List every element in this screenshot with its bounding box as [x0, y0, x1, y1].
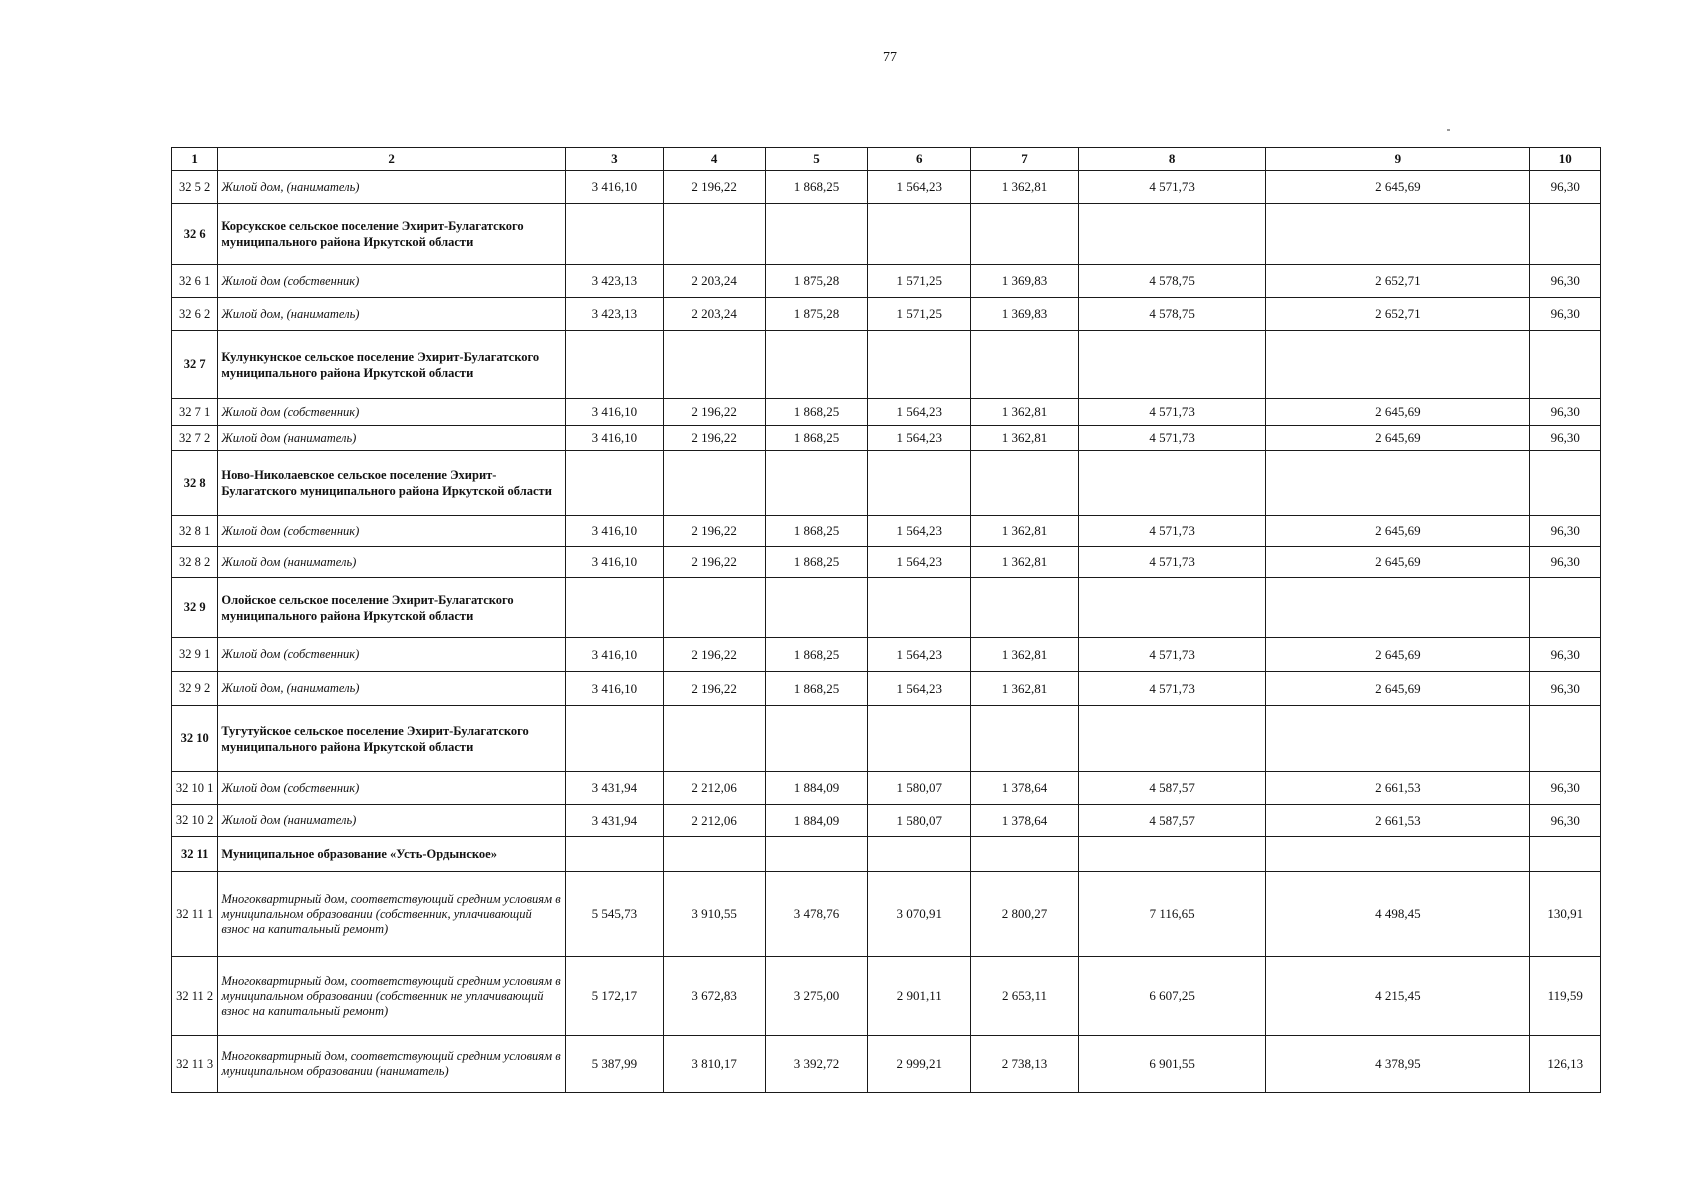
value-cell-col-6: 1 580,07	[868, 805, 971, 837]
row-code: 32 6 2	[172, 298, 218, 331]
section-code: 32 11	[172, 837, 218, 872]
value-cell-col-6: 1 571,25	[868, 298, 971, 331]
section-code: 32 7	[172, 331, 218, 399]
value-cell-col-4: 2 196,22	[663, 399, 765, 426]
column-header-5: 5	[765, 148, 868, 171]
section-code: 32 8	[172, 451, 218, 516]
column-header-3: 3	[566, 148, 664, 171]
value-cell-col-6: 1 564,23	[868, 638, 971, 672]
row-code: 32 10 1	[172, 772, 218, 805]
section-blank-cell	[663, 706, 765, 772]
value-cell-col-3: 3 416,10	[566, 171, 664, 204]
section-blank-cell	[765, 204, 868, 265]
housing-type: Жилой дом (собственник)	[218, 516, 566, 547]
value-cell-col-8: 4 571,73	[1078, 399, 1265, 426]
section-blank-cell	[971, 204, 1079, 265]
value-cell-col-5: 1 868,25	[765, 516, 868, 547]
value-cell-col-6: 1 580,07	[868, 772, 971, 805]
section-blank-cell	[1530, 837, 1601, 872]
value-cell-col-10: 96,30	[1530, 399, 1601, 426]
value-cell-col-5: 1 868,25	[765, 638, 868, 672]
value-cell-col-8: 7 116,65	[1078, 872, 1265, 957]
column-header-8: 8	[1078, 148, 1265, 171]
scan-speck	[1447, 129, 1450, 131]
value-cell-col-6: 1 564,23	[868, 516, 971, 547]
value-cell-col-10: 96,30	[1530, 772, 1601, 805]
value-cell-col-3: 3 416,10	[566, 638, 664, 672]
value-cell-col-3: 3 416,10	[566, 399, 664, 426]
section-blank-cell	[1266, 578, 1530, 638]
row-code: 32 10 2	[172, 805, 218, 837]
value-cell-col-8: 4 571,73	[1078, 426, 1265, 451]
section-blank-cell	[566, 451, 664, 516]
value-cell-col-8: 4 587,57	[1078, 805, 1265, 837]
section-blank-cell	[1530, 451, 1601, 516]
value-cell-col-3: 3 423,13	[566, 298, 664, 331]
value-cell-col-7: 2 800,27	[971, 872, 1079, 957]
column-header-10: 10	[1530, 148, 1601, 171]
value-cell-col-10: 96,30	[1530, 638, 1601, 672]
value-cell-col-6: 1 564,23	[868, 547, 971, 578]
column-number-row	[172, 148, 1601, 171]
value-cell-col-4: 2 203,24	[663, 265, 765, 298]
value-cell-col-10: 96,30	[1530, 805, 1601, 837]
section-blank-cell	[1530, 578, 1601, 638]
value-cell-col-4: 2 196,22	[663, 638, 765, 672]
section-blank-cell	[1266, 837, 1530, 872]
value-cell-col-4: 2 196,22	[663, 426, 765, 451]
section-blank-cell	[868, 204, 971, 265]
value-cell-col-9: 2 645,69	[1266, 516, 1530, 547]
value-cell-col-5: 1 868,25	[765, 672, 868, 706]
section-row	[172, 204, 1601, 265]
value-cell-col-9: 4 378,95	[1266, 1036, 1530, 1093]
value-cell-col-9: 2 645,69	[1266, 399, 1530, 426]
column-header-6: 6	[868, 148, 971, 171]
value-cell-col-9: 2 652,71	[1266, 298, 1530, 331]
section-blank-cell	[1078, 204, 1265, 265]
section-blank-cell	[1078, 706, 1265, 772]
value-cell-col-4: 2 196,22	[663, 171, 765, 204]
housing-type: Жилой дом, (наниматель)	[218, 171, 566, 204]
table-row	[172, 772, 1601, 805]
value-cell-col-6: 1 564,23	[868, 672, 971, 706]
table-body	[172, 171, 1601, 1093]
column-header-7: 7	[971, 148, 1079, 171]
section-title: Ново-Николаевское сельское поселение Эхирит-Булагатского муниципального района Иркутской области	[218, 451, 566, 516]
section-blank-cell	[765, 451, 868, 516]
value-cell-col-3: 5 387,99	[566, 1036, 664, 1093]
section-blank-cell	[1078, 578, 1265, 638]
value-cell-col-9: 2 645,69	[1266, 547, 1530, 578]
value-cell-col-4: 2 196,22	[663, 547, 765, 578]
value-cell-col-8: 4 571,73	[1078, 516, 1265, 547]
value-cell-col-10: 96,30	[1530, 265, 1601, 298]
section-title: Корсукское сельское поселение Эхирит-Булагатского муниципального района Иркутской области	[218, 204, 566, 265]
housing-type: Жилой дом (собственник)	[218, 772, 566, 805]
section-title: Кулункунское сельское поселение Эхирит-Булагатского муниципального района Иркутской области	[218, 331, 566, 399]
section-blank-cell	[868, 451, 971, 516]
value-cell-col-4: 3 672,83	[663, 957, 765, 1036]
section-blank-cell	[1266, 706, 1530, 772]
table-row	[172, 672, 1601, 706]
value-cell-col-5: 3 275,00	[765, 957, 868, 1036]
section-blank-cell	[566, 331, 664, 399]
value-cell-col-4: 2 212,06	[663, 805, 765, 837]
value-cell-col-5: 3 392,72	[765, 1036, 868, 1093]
section-blank-cell	[971, 706, 1079, 772]
value-cell-col-10: 96,30	[1530, 672, 1601, 706]
table-row	[172, 171, 1601, 204]
value-cell-col-9: 2 645,69	[1266, 171, 1530, 204]
section-blank-cell	[971, 578, 1079, 638]
section-blank-cell	[765, 331, 868, 399]
section-blank-cell	[566, 837, 664, 872]
value-cell-col-8: 4 578,75	[1078, 265, 1265, 298]
table-row	[172, 516, 1601, 547]
value-cell-col-8: 4 578,75	[1078, 298, 1265, 331]
housing-type: Многоквартирный дом, соответствующий средним условиям в муниципальном образовании (собственник не уплачивающий взнос на капитальный ремонт)	[218, 957, 566, 1036]
table-row	[172, 1036, 1601, 1093]
column-header-4: 4	[663, 148, 765, 171]
value-cell-col-7: 1 362,81	[971, 638, 1079, 672]
row-code: 32 7 2	[172, 426, 218, 451]
value-cell-col-4: 2 196,22	[663, 516, 765, 547]
value-cell-col-9: 2 645,69	[1266, 638, 1530, 672]
value-cell-col-5: 1 884,09	[765, 805, 868, 837]
section-blank-cell	[663, 331, 765, 399]
value-cell-col-7: 1 362,81	[971, 672, 1079, 706]
column-header-2: 2	[218, 148, 566, 171]
section-blank-cell	[566, 706, 664, 772]
row-code: 32 7 1	[172, 399, 218, 426]
section-blank-cell	[1530, 204, 1601, 265]
value-cell-col-6: 1 564,23	[868, 171, 971, 204]
value-cell-col-10: 126,13	[1530, 1036, 1601, 1093]
section-row	[172, 578, 1601, 638]
row-code: 32 6 1	[172, 265, 218, 298]
tariff-table	[171, 147, 1601, 1093]
row-code: 32 11 3	[172, 1036, 218, 1093]
value-cell-col-3: 5 172,17	[566, 957, 664, 1036]
value-cell-col-3: 3 416,10	[566, 426, 664, 451]
value-cell-col-5: 1 868,25	[765, 399, 868, 426]
value-cell-col-3: 3 431,94	[566, 772, 664, 805]
row-code: 32 9 2	[172, 672, 218, 706]
section-row	[172, 837, 1601, 872]
row-code: 32 8 2	[172, 547, 218, 578]
value-cell-col-7: 1 362,81	[971, 171, 1079, 204]
table-row	[172, 547, 1601, 578]
value-cell-col-10: 96,30	[1530, 298, 1601, 331]
table-row	[172, 957, 1601, 1036]
section-blank-cell	[663, 204, 765, 265]
value-cell-col-3: 3 423,13	[566, 265, 664, 298]
section-blank-cell	[868, 837, 971, 872]
section-title: Олойское сельское поселение Эхирит-Булагатского муниципального района Иркутской области	[218, 578, 566, 638]
value-cell-col-5: 1 868,25	[765, 426, 868, 451]
value-cell-col-7: 1 369,83	[971, 265, 1079, 298]
value-cell-col-9: 2 652,71	[1266, 265, 1530, 298]
value-cell-col-7: 1 362,81	[971, 516, 1079, 547]
value-cell-col-5: 1 868,25	[765, 171, 868, 204]
section-blank-cell	[868, 706, 971, 772]
value-cell-col-8: 6 607,25	[1078, 957, 1265, 1036]
value-cell-col-5: 1 875,28	[765, 298, 868, 331]
table-row	[172, 399, 1601, 426]
value-cell-col-9: 2 661,53	[1266, 805, 1530, 837]
section-blank-cell	[1266, 204, 1530, 265]
housing-type: Многоквартирный дом, соответствующий средним условиям в муниципальном образовании (собственник, уплачивающий взнос на капитальный ремонт)	[218, 872, 566, 957]
section-blank-cell	[1530, 706, 1601, 772]
value-cell-col-4: 2 212,06	[663, 772, 765, 805]
value-cell-col-6: 2 901,11	[868, 957, 971, 1036]
value-cell-col-10: 96,30	[1530, 547, 1601, 578]
housing-type: Многоквартирный дом, соответствующий средним условиям в муниципальном образовании (наниматель)	[218, 1036, 566, 1093]
page-number: 77	[883, 50, 897, 65]
value-cell-col-9: 4 215,45	[1266, 957, 1530, 1036]
value-cell-col-8: 4 587,57	[1078, 772, 1265, 805]
value-cell-col-4: 2 196,22	[663, 672, 765, 706]
value-cell-col-5: 1 875,28	[765, 265, 868, 298]
table-row	[172, 872, 1601, 957]
value-cell-col-3: 3 431,94	[566, 805, 664, 837]
value-cell-col-7: 2 653,11	[971, 957, 1079, 1036]
value-cell-col-3: 3 416,10	[566, 516, 664, 547]
value-cell-col-7: 1 362,81	[971, 426, 1079, 451]
section-row	[172, 331, 1601, 399]
section-title: Муниципальное образование «Усть-Ордынское»	[218, 837, 566, 872]
housing-type: Жилой дом (собственник)	[218, 265, 566, 298]
column-header-1: 1	[172, 148, 218, 171]
section-blank-cell	[765, 706, 868, 772]
value-cell-col-3: 5 545,73	[566, 872, 664, 957]
section-blank-cell	[1530, 331, 1601, 399]
value-cell-col-10: 96,30	[1530, 516, 1601, 547]
value-cell-col-8: 6 901,55	[1078, 1036, 1265, 1093]
table-row	[172, 298, 1601, 331]
housing-type: Жилой дом (наниматель)	[218, 547, 566, 578]
section-blank-cell	[663, 837, 765, 872]
section-blank-cell	[765, 837, 868, 872]
section-code: 32 6	[172, 204, 218, 265]
section-code: 32 9	[172, 578, 218, 638]
section-blank-cell	[1266, 331, 1530, 399]
value-cell-col-7: 1 378,64	[971, 772, 1079, 805]
row-code: 32 8 1	[172, 516, 218, 547]
value-cell-col-9: 2 661,53	[1266, 772, 1530, 805]
section-blank-cell	[971, 451, 1079, 516]
row-code: 32 11 2	[172, 957, 218, 1036]
section-row	[172, 706, 1601, 772]
value-cell-col-3: 3 416,10	[566, 672, 664, 706]
value-cell-col-7: 1 362,81	[971, 547, 1079, 578]
section-blank-cell	[971, 331, 1079, 399]
value-cell-col-4: 3 810,17	[663, 1036, 765, 1093]
value-cell-col-9: 4 498,45	[1266, 872, 1530, 957]
section-blank-cell	[1078, 837, 1265, 872]
value-cell-col-7: 1 378,64	[971, 805, 1079, 837]
value-cell-col-5: 3 478,76	[765, 872, 868, 957]
table-row	[172, 265, 1601, 298]
row-code: 32 11 1	[172, 872, 218, 957]
value-cell-col-6: 3 070,91	[868, 872, 971, 957]
column-header-9: 9	[1266, 148, 1530, 171]
value-cell-col-10: 130,91	[1530, 872, 1601, 957]
row-code: 32 9 1	[172, 638, 218, 672]
row-code: 32 5 2	[172, 171, 218, 204]
value-cell-col-9: 2 645,69	[1266, 672, 1530, 706]
value-cell-col-3: 3 416,10	[566, 547, 664, 578]
section-blank-cell	[1078, 451, 1265, 516]
section-row	[172, 451, 1601, 516]
value-cell-col-8: 4 571,73	[1078, 171, 1265, 204]
section-blank-cell	[868, 578, 971, 638]
value-cell-col-8: 4 571,73	[1078, 672, 1265, 706]
section-blank-cell	[765, 578, 868, 638]
value-cell-col-8: 4 571,73	[1078, 638, 1265, 672]
housing-type: Жилой дом, (наниматель)	[218, 672, 566, 706]
housing-type: Жилой дом (наниматель)	[218, 426, 566, 451]
value-cell-col-6: 1 564,23	[868, 426, 971, 451]
section-blank-cell	[1078, 331, 1265, 399]
section-title: Тугутуйское сельское поселение Эхирит-Булагатского муниципального района Иркутской области	[218, 706, 566, 772]
value-cell-col-7: 2 738,13	[971, 1036, 1079, 1093]
section-blank-cell	[663, 451, 765, 516]
value-cell-col-9: 2 645,69	[1266, 426, 1530, 451]
housing-type: Жилой дом (собственник)	[218, 399, 566, 426]
value-cell-col-10: 96,30	[1530, 171, 1601, 204]
table-row	[172, 426, 1601, 451]
value-cell-col-6: 2 999,21	[868, 1036, 971, 1093]
value-cell-col-6: 1 564,23	[868, 399, 971, 426]
value-cell-col-10: 119,59	[1530, 957, 1601, 1036]
value-cell-col-5: 1 868,25	[765, 547, 868, 578]
value-cell-col-8: 4 571,73	[1078, 547, 1265, 578]
value-cell-col-4: 3 910,55	[663, 872, 765, 957]
housing-type: Жилой дом, (наниматель)	[218, 298, 566, 331]
value-cell-col-10: 96,30	[1530, 426, 1601, 451]
value-cell-col-6: 1 571,25	[868, 265, 971, 298]
section-blank-cell	[566, 578, 664, 638]
value-cell-col-5: 1 884,09	[765, 772, 868, 805]
housing-type: Жилой дом (наниматель)	[218, 805, 566, 837]
section-blank-cell	[1266, 451, 1530, 516]
section-blank-cell	[868, 331, 971, 399]
value-cell-col-4: 2 203,24	[663, 298, 765, 331]
section-blank-cell	[566, 204, 664, 265]
table-row	[172, 638, 1601, 672]
value-cell-col-7: 1 362,81	[971, 399, 1079, 426]
value-cell-col-7: 1 369,83	[971, 298, 1079, 331]
table-row	[172, 805, 1601, 837]
housing-type: Жилой дом (собственник)	[218, 638, 566, 672]
section-blank-cell	[971, 837, 1079, 872]
section-code: 32 10	[172, 706, 218, 772]
section-blank-cell	[663, 578, 765, 638]
